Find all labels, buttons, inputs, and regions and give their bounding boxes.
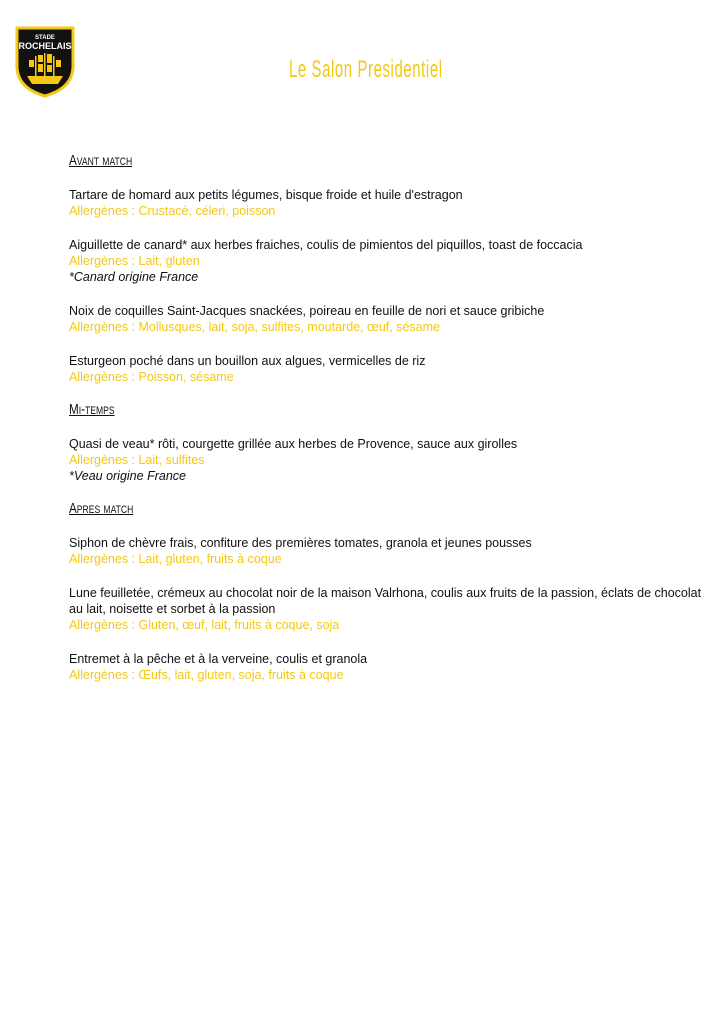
menu-item	[69, 237, 717, 285]
dish-name: Entremet à la pêche et à la verveine, coulis et granola	[69, 652, 368, 666]
section-title: Apres match	[69, 500, 134, 517]
allergens: Allergènes : Crustacé, céleri, poisson	[69, 204, 276, 218]
dish-name: Esturgeon poché dans un bouillon aux algues, vermicelles de riz	[69, 354, 426, 368]
menu-section	[69, 399, 717, 484]
logo-text-top: STADE	[35, 35, 55, 41]
dish-name: Aiguillette de canard* aux herbes fraiches, coulis de pimientos del piquillos, toast de foccacia	[69, 238, 583, 252]
allergens: Allergènes : Lait, gluten, fruits à coque	[69, 552, 282, 566]
menu-content	[69, 150, 717, 697]
menu-section	[69, 150, 717, 385]
section-title: Avant match	[69, 152, 133, 169]
allergens: Allergènes : Lait, sulfites	[69, 453, 205, 467]
stade-rochelais-logo	[13, 22, 77, 98]
menu-item	[69, 187, 717, 219]
allergens: Allergènes : Mollusques, lait, soja, sulfites, moutarde, œuf, sésame	[69, 320, 440, 334]
menu-section	[69, 498, 717, 683]
menu-item	[69, 303, 717, 335]
allergens: Allergènes : Œufs, lait, gluten, soja, fruits à coque	[69, 668, 344, 682]
logo-text-main: ROCHELAIS	[18, 41, 72, 51]
page-title: Le Salon Presidentiel	[289, 56, 443, 83]
section-title: Mi-temps	[69, 401, 115, 418]
origin-note: *Veau origine France	[69, 469, 186, 483]
dish-name: Quasi de veau* rôti, courgette grillée aux herbes de Provence, sauce aux girolles	[69, 437, 518, 451]
dish-name: Tartare de homard aux petits légumes, bisque froide et huile d'estragon	[69, 188, 463, 202]
allergens: Allergènes : Poisson, sésame	[69, 370, 234, 384]
menu-item	[69, 535, 717, 567]
dish-name: Noix de coquilles Saint-Jacques snackées, poireau en feuille de nori et sauce gribiche	[69, 304, 545, 318]
menu-item	[69, 353, 717, 385]
dish-name: Siphon de chèvre frais, confiture des premières tomates, granola et jeunes pousses	[69, 536, 532, 550]
allergens: Allergènes : Gluten, œuf, lait, fruits à coque, soja	[69, 618, 340, 632]
menu-item	[69, 436, 717, 484]
menu-item	[69, 585, 717, 633]
origin-note: *Canard origine France	[69, 270, 199, 284]
menu-item	[69, 651, 717, 683]
allergens: Allergènes : Lait, gluten	[69, 254, 200, 268]
dish-name: Lune feuilletée, crémeux au chocolat noir de la maison Valrhona, coulis aux fruits de la passion, éclats de chocolat au lait, noisette et sorbet à la passion	[69, 586, 702, 616]
